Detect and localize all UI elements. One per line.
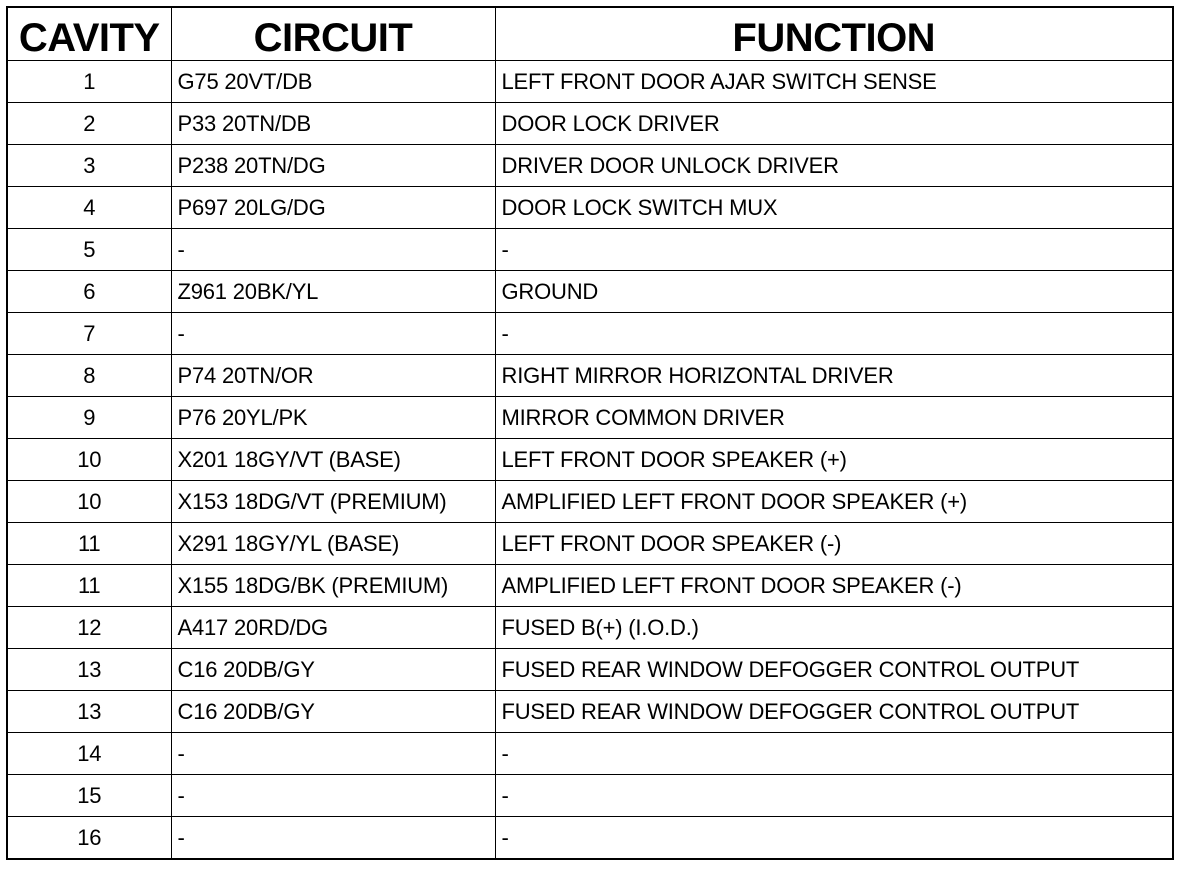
header-row bbox=[7, 7, 1173, 61]
cell-function: AMPLIFIED LEFT FRONT DOOR SPEAKER (+) bbox=[495, 481, 1173, 523]
cell-cavity: 16 bbox=[7, 817, 171, 860]
cell-circuit: X153 18DG/VT (PREMIUM) bbox=[171, 481, 495, 523]
cell-cavity: 11 bbox=[7, 523, 171, 565]
cell-cavity: 8 bbox=[7, 355, 171, 397]
cell-cavity: 10 bbox=[7, 439, 171, 481]
connector-pinout-table bbox=[6, 6, 1174, 860]
table-row bbox=[7, 775, 1173, 817]
table-row bbox=[7, 271, 1173, 313]
cell-circuit: A417 20RD/DG bbox=[171, 607, 495, 649]
table-row bbox=[7, 439, 1173, 481]
table-row bbox=[7, 817, 1173, 860]
table-row bbox=[7, 733, 1173, 775]
cell-function: - bbox=[495, 313, 1173, 355]
cell-circuit: - bbox=[171, 733, 495, 775]
table-row bbox=[7, 649, 1173, 691]
table-row bbox=[7, 355, 1173, 397]
table-row bbox=[7, 523, 1173, 565]
table-row bbox=[7, 565, 1173, 607]
cell-function: MIRROR COMMON DRIVER bbox=[495, 397, 1173, 439]
cell-function: DRIVER DOOR UNLOCK DRIVER bbox=[495, 145, 1173, 187]
cell-cavity: 11 bbox=[7, 565, 171, 607]
cell-function: AMPLIFIED LEFT FRONT DOOR SPEAKER (-) bbox=[495, 565, 1173, 607]
cell-cavity: 15 bbox=[7, 775, 171, 817]
cell-cavity: 14 bbox=[7, 733, 171, 775]
cell-circuit: P33 20TN/DB bbox=[171, 103, 495, 145]
table-row bbox=[7, 61, 1173, 103]
cell-circuit: P76 20YL/PK bbox=[171, 397, 495, 439]
cell-function: RIGHT MIRROR HORIZONTAL DRIVER bbox=[495, 355, 1173, 397]
cell-circuit: P74 20TN/OR bbox=[171, 355, 495, 397]
cell-circuit: - bbox=[171, 775, 495, 817]
cell-function: LEFT FRONT DOOR SPEAKER (+) bbox=[495, 439, 1173, 481]
cell-cavity: 10 bbox=[7, 481, 171, 523]
cell-function: LEFT FRONT DOOR SPEAKER (-) bbox=[495, 523, 1173, 565]
table-row bbox=[7, 691, 1173, 733]
cell-cavity: 4 bbox=[7, 187, 171, 229]
cell-circuit: G75 20VT/DB bbox=[171, 61, 495, 103]
cell-circuit: Z961 20BK/YL bbox=[171, 271, 495, 313]
header-circuit: CIRCUIT bbox=[171, 7, 495, 61]
cell-circuit: P238 20TN/DG bbox=[171, 145, 495, 187]
cell-cavity: 13 bbox=[7, 649, 171, 691]
cell-circuit: - bbox=[171, 229, 495, 271]
cell-circuit: P697 20LG/DG bbox=[171, 187, 495, 229]
cell-cavity: 7 bbox=[7, 313, 171, 355]
cell-cavity: 6 bbox=[7, 271, 171, 313]
table-body bbox=[7, 61, 1173, 860]
table-row bbox=[7, 187, 1173, 229]
cell-circuit: X201 18GY/VT (BASE) bbox=[171, 439, 495, 481]
cell-function: - bbox=[495, 775, 1173, 817]
cell-function: - bbox=[495, 733, 1173, 775]
cell-circuit: X291 18GY/YL (BASE) bbox=[171, 523, 495, 565]
table-row bbox=[7, 103, 1173, 145]
table-row bbox=[7, 607, 1173, 649]
cell-function: - bbox=[495, 229, 1173, 271]
table-row bbox=[7, 145, 1173, 187]
cell-cavity: 9 bbox=[7, 397, 171, 439]
cell-function: - bbox=[495, 817, 1173, 860]
cell-function: GROUND bbox=[495, 271, 1173, 313]
cell-circuit: - bbox=[171, 817, 495, 860]
cell-cavity: 3 bbox=[7, 145, 171, 187]
cell-function: DOOR LOCK DRIVER bbox=[495, 103, 1173, 145]
header-cavity: CAVITY bbox=[7, 7, 171, 61]
cell-function: FUSED B(+) (I.O.D.) bbox=[495, 607, 1173, 649]
table-row bbox=[7, 397, 1173, 439]
cell-function: LEFT FRONT DOOR AJAR SWITCH SENSE bbox=[495, 61, 1173, 103]
cell-circuit: X155 18DG/BK (PREMIUM) bbox=[171, 565, 495, 607]
cell-function: FUSED REAR WINDOW DEFOGGER CONTROL OUTPUT bbox=[495, 649, 1173, 691]
cell-cavity: 2 bbox=[7, 103, 171, 145]
cell-circuit: C16 20DB/GY bbox=[171, 649, 495, 691]
cell-circuit: - bbox=[171, 313, 495, 355]
cell-cavity: 13 bbox=[7, 691, 171, 733]
cell-cavity: 5 bbox=[7, 229, 171, 271]
header-function: FUNCTION bbox=[495, 7, 1173, 61]
cell-cavity: 12 bbox=[7, 607, 171, 649]
cell-cavity: 1 bbox=[7, 61, 171, 103]
table-header bbox=[7, 7, 1173, 61]
cell-function: FUSED REAR WINDOW DEFOGGER CONTROL OUTPUT bbox=[495, 691, 1173, 733]
cell-function: DOOR LOCK SWITCH MUX bbox=[495, 187, 1173, 229]
table-row bbox=[7, 229, 1173, 271]
table-row bbox=[7, 313, 1173, 355]
table-row bbox=[7, 481, 1173, 523]
cell-circuit: C16 20DB/GY bbox=[171, 691, 495, 733]
